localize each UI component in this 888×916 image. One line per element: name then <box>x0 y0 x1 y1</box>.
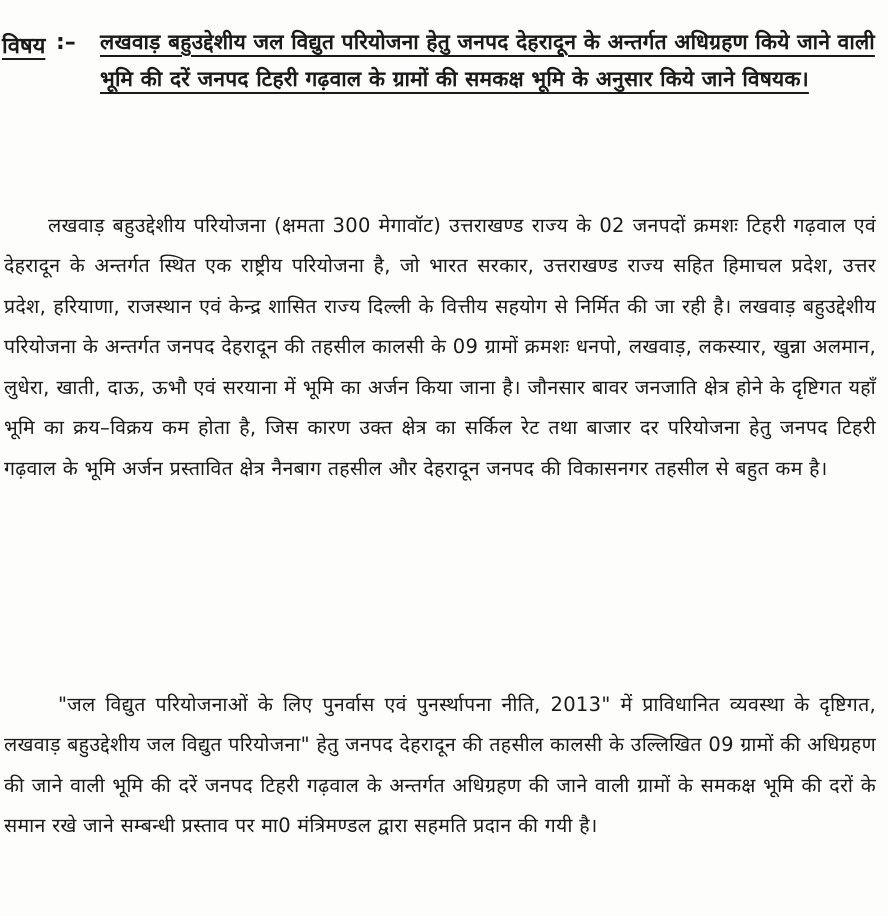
body-paragraph-2: "जल विद्युत परियोजनाओं के लिए पुनर्वास एवं पुनर्स्थापना नीति, 2013" में प्राविधानित व्यवस्था के दृष्टिगत, लखवाड़ बहुउद्देशीय जल विद्युत परियोजना" हेतु जनपद देहरादून की तहसील कालसी के उल्लिखित 09 ग्रामों की अधिग्रहण की जाने वाली भूमि की दरें जनपद टिहरी गढ़वाल के अन्तर्गत अधिग्रहण की जाने वाली ग्रामों के समकक्ष भूमि की दरों के समान रखे जाने सम्बन्धी प्रस्ताव पर मा0 मंत्रिमण्डल द्वारा सहमति प्रदान की गयी है। <box>4 692 876 837</box>
subject-text: लखवाड़ बहुउद्देशीय जल विद्युत परियोजना हेतु जनपद देहरादून के अन्तर्गत अधिग्रहण किये जाने वाली भूमि की दरें जनपद टिहरी गढ़वाल के ग्रामों की समकक्ष भूमि के अनुसार किये जाने विषयक। <box>100 30 875 91</box>
subject-label: विषय <box>2 34 46 59</box>
subject-separator: :– <box>56 30 76 55</box>
body-paragraph-1: लखवाड़ बहुउद्देशीय परियोजना (क्षमता 300 मेगावॉट) उत्तराखण्ड राज्य के 02 जनपदों क्रमशः टिहरी गढ़वाल एवं देहरादून के अन्तर्गत स्थित एक राष्ट्रीय परियोजना है, जो भारत सरकार, उत्तराखण्ड राज्य सहित हिमाचल प्रदेश, उत्तर प्रदेश, हरियाणा, राजस्थान एवं केन्द्र शासित राज्य दिल्ली के वित्तीय सहयोग से निर्मित की जा रही है। लखवाड़ बहुउद्देशीय परियोजना के अन्तर्गत जनपद देहरादून की तहसील कालसी के 09 ग्रामों क्रमशः धनपो, लखवाड़, लकस्यार, खुन्ना अलमान, लुधेरा, खाती, दाऊ, ऊभौ एवं सरयाना में भूमि का अर्जन किया जाना है। जौनसार बावर जनजाति क्षेत्र होने के दृष्टिगत यहाँ भूमि का क्रय–विक्रय कम होता है, जिस कारण उक्त क्षेत्र का सर्किल रेट तथा बाजार दर परियोजना हेतु जनपद टिहरी गढ़वाल के भूमि अर्जन प्रस्तावित क्षेत्र नैनबाग तहसील और देहरादून जनपद की विकासनगर तहसील से बहुत कम है। <box>4 213 876 480</box>
